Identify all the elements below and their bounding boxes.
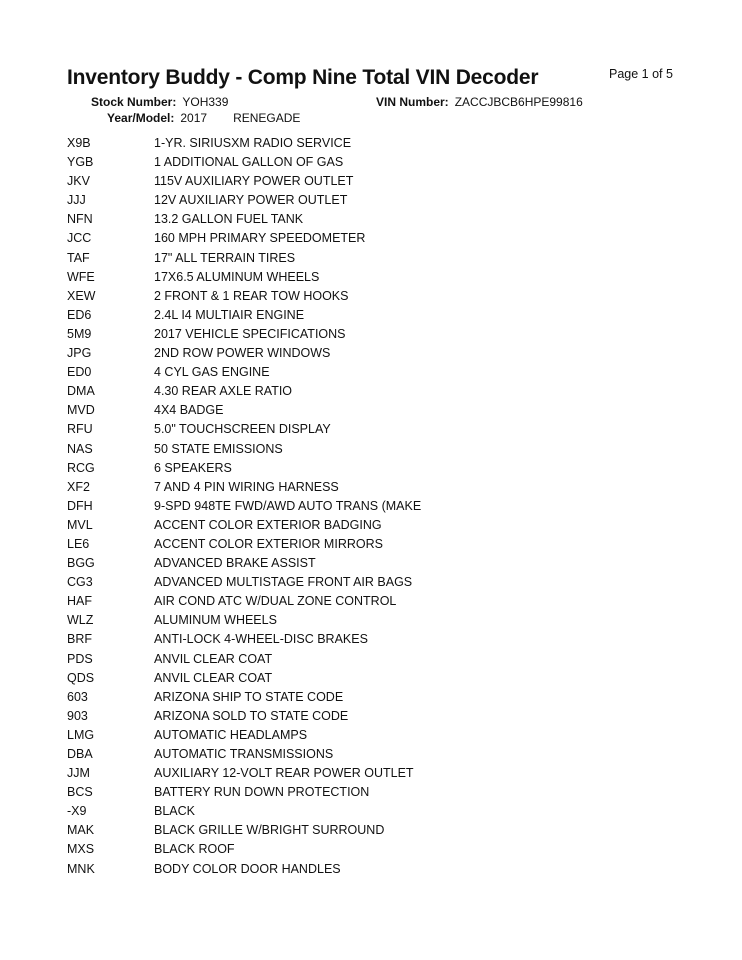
option-row <box>67 783 687 802</box>
option-code: TAF <box>67 250 90 265</box>
option-row <box>67 440 687 459</box>
option-description: ADVANCED BRAKE ASSIST <box>154 556 316 571</box>
option-code: JJM <box>67 766 90 781</box>
option-code: JJJ <box>67 193 86 208</box>
option-row <box>67 134 687 153</box>
option-code: QDS <box>67 670 95 685</box>
option-row <box>67 840 687 859</box>
option-description: 4X4 BADGE <box>154 403 224 418</box>
option-description: 5.0" TOUCHSCREEN DISPLAY <box>154 422 331 437</box>
option-code: X9B <box>67 136 91 150</box>
option-row <box>67 726 687 745</box>
option-code: NAS <box>67 441 93 456</box>
option-code: MXS <box>67 842 95 857</box>
option-description: BLACK GRILLE W/BRIGHT SURROUND <box>154 823 385 838</box>
option-description: BLACK ROOF <box>154 842 235 857</box>
option-code: MVL <box>67 517 93 532</box>
option-description: 1 ADDITIONAL GALLON OF GAS <box>154 155 344 170</box>
model-value: RENEGADE <box>233 111 301 125</box>
option-code-list <box>67 134 687 879</box>
option-description: 17X6.5 ALUMINUM WHEELS <box>154 269 320 284</box>
option-description: ADVANCED MULTISTAGE FRONT AIR BAGS <box>154 575 413 590</box>
option-code: 603 <box>67 689 88 704</box>
option-row <box>67 249 687 268</box>
option-code: JPG <box>67 346 92 361</box>
vin-number <box>376 95 583 109</box>
option-code: DBA <box>67 747 93 761</box>
option-row <box>67 172 687 191</box>
option-description: AUTOMATIC TRANSMISSIONS <box>154 747 334 761</box>
stock-number <box>91 95 228 109</box>
option-row <box>67 802 687 821</box>
option-code: JKV <box>67 174 90 189</box>
option-code: XEW <box>67 288 96 303</box>
option-description: ANVIL CLEAR COAT <box>154 670 273 685</box>
option-description: 7 AND 4 PIN WIRING HARNESS <box>154 479 339 494</box>
option-row <box>67 363 687 382</box>
option-code: MAK <box>67 823 95 838</box>
option-row <box>67 821 687 840</box>
option-row <box>67 611 687 630</box>
option-description: 2017 VEHICLE SPECIFICATIONS <box>154 326 346 341</box>
option-code: BCS <box>67 785 93 800</box>
option-row <box>67 497 687 516</box>
option-description: ACCENT COLOR EXTERIOR MIRRORS <box>154 536 383 551</box>
option-row <box>67 344 687 363</box>
option-description: ARIZONA SOLD TO STATE CODE <box>154 708 349 723</box>
option-description: AUXILIARY 12-VOLT REAR POWER OUTLET <box>154 766 414 781</box>
option-code: -X9 <box>67 804 87 819</box>
option-row <box>67 650 687 669</box>
option-row <box>67 382 687 401</box>
option-description: 13.2 GALLON FUEL TANK <box>154 212 304 227</box>
option-code: DFH <box>67 498 93 513</box>
option-row <box>67 688 687 707</box>
option-code: PDS <box>67 651 93 666</box>
option-description: ALUMINUM WHEELS <box>154 613 277 628</box>
option-code: XF2 <box>67 479 90 494</box>
option-description: 2.4L I4 MULTIAIR ENGINE <box>154 307 305 322</box>
option-description: 160 MPH PRIMARY SPEEDOMETER <box>154 231 366 246</box>
option-description: 9-SPD 948TE FWD/AWD AUTO TRANS (MAKE <box>154 498 422 513</box>
option-code: ED6 <box>67 307 92 322</box>
option-row <box>67 535 687 554</box>
option-description: BODY COLOR DOOR HANDLES <box>154 861 341 876</box>
option-code: DMA <box>67 384 95 399</box>
option-row <box>67 229 687 248</box>
option-row <box>67 478 687 497</box>
option-description: AIR COND ATC W/DUAL ZONE CONTROL <box>154 594 397 609</box>
option-row <box>67 459 687 478</box>
option-code: RCG <box>67 460 95 475</box>
option-description: 2ND ROW POWER WINDOWS <box>154 346 331 361</box>
option-row <box>67 592 687 611</box>
option-code: JCC <box>67 231 92 246</box>
option-row <box>67 554 687 573</box>
option-description: 4.30 REAR AXLE RATIO <box>154 384 293 399</box>
option-description: 6 SPEAKERS <box>154 460 232 475</box>
option-row <box>67 573 687 592</box>
option-row <box>67 516 687 535</box>
option-code: LE6 <box>67 536 90 551</box>
option-row <box>67 745 687 764</box>
option-description: 50 STATE EMISSIONS <box>154 441 283 456</box>
year-model-label: Year/Model: <box>107 111 175 125</box>
stock-number-label: Stock Number: <box>91 95 177 109</box>
option-description: 4 CYL GAS ENGINE <box>154 365 270 380</box>
option-description: 115V AUXILIARY POWER OUTLET <box>154 174 354 189</box>
option-row <box>67 325 687 344</box>
option-code: MVD <box>67 403 95 418</box>
option-row <box>67 630 687 649</box>
vin-number-label: VIN Number: <box>376 95 449 109</box>
option-row <box>67 306 687 325</box>
option-description: BLACK <box>154 804 195 819</box>
option-description: ACCENT COLOR EXTERIOR BADGING <box>154 517 382 532</box>
option-row <box>67 669 687 688</box>
option-code: MNK <box>67 861 95 876</box>
option-description: 17" ALL TERRAIN TIRES <box>154 250 296 265</box>
option-code: CG3 <box>67 575 93 590</box>
option-description: 2 FRONT & 1 REAR TOW HOOKS <box>154 288 349 303</box>
option-code: BGG <box>67 556 95 571</box>
option-description: 1-YR. SIRIUSXM RADIO SERVICE <box>154 136 352 150</box>
stock-number-value: YOH339 <box>182 95 229 109</box>
option-row <box>67 707 687 726</box>
option-description: AUTOMATIC HEADLAMPS <box>154 727 308 742</box>
option-description: BATTERY RUN DOWN PROTECTION <box>154 785 370 800</box>
option-row <box>67 268 687 287</box>
option-description: ANVIL CLEAR COAT <box>154 651 273 666</box>
option-row <box>67 764 687 783</box>
option-code: NFN <box>67 212 93 227</box>
option-row <box>67 153 687 172</box>
option-description: 12V AUXILIARY POWER OUTLET <box>154 193 348 208</box>
option-code: HAF <box>67 594 92 609</box>
year-model <box>107 111 300 125</box>
option-code: 903 <box>67 708 88 723</box>
option-row <box>67 287 687 306</box>
vin-number-value: ZACCJBCB6HPE99816 <box>454 95 583 109</box>
option-code: WLZ <box>67 613 94 628</box>
option-code: RFU <box>67 422 93 437</box>
page-title: Inventory Buddy - Comp Nine Total VIN Decoder <box>67 66 539 89</box>
option-code: YGB <box>67 155 94 170</box>
option-row <box>67 860 687 879</box>
option-description: ARIZONA SHIP TO STATE CODE <box>154 689 344 704</box>
option-code: WFE <box>67 269 95 284</box>
option-description: ANTI-LOCK 4-WHEEL-DISC BRAKES <box>154 632 368 647</box>
option-code: 5M9 <box>67 326 92 341</box>
option-code: ED0 <box>67 365 92 380</box>
option-row <box>67 420 687 439</box>
option-code: BRF <box>67 632 92 647</box>
option-row <box>67 191 687 210</box>
page-number: Page 1 of 5 <box>609 67 673 81</box>
option-code: LMG <box>67 727 95 742</box>
option-row <box>67 401 687 420</box>
year-value: 2017 <box>180 111 208 125</box>
option-row <box>67 210 687 229</box>
